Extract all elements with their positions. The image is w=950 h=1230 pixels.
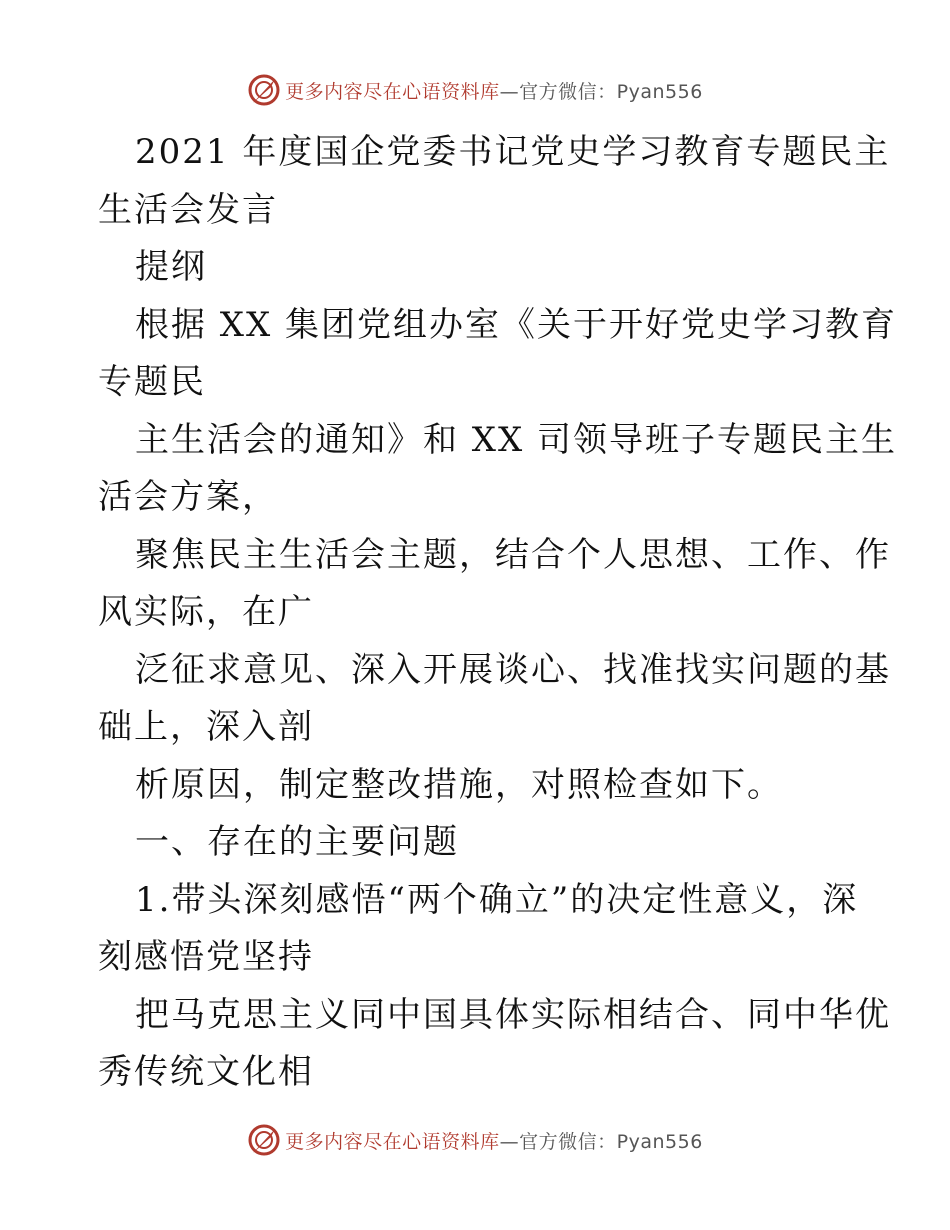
text-line: 析原因，制定整改措施，对照检查如下。 — [135, 764, 783, 805]
text-line: 础上，深入剖 — [98, 707, 314, 747]
text-line: 专题民 — [98, 362, 206, 402]
document-body — [98, 124, 898, 1102]
text-line: 活会方案， — [98, 477, 278, 517]
text-line: 主生活会的通知》和 XX 司领导班子专题民主生 — [135, 419, 898, 460]
text-line: 生活会发言 — [98, 189, 278, 230]
text-line: 把马克思主义同中国具体实际相结合、同中华优 — [135, 994, 891, 1035]
watermark-text-gray: —官方微信：Pyan556 — [499, 80, 703, 103]
watermark-text-red: 更多内容尽在心语资料库 — [285, 80, 500, 103]
watermark-text — [285, 77, 703, 104]
quill-logo-icon — [247, 1123, 281, 1157]
text-line: 泛征求意见、深入开展谈心、找准找实问题的基 — [135, 649, 891, 690]
quill-logo-icon — [247, 73, 281, 107]
watermark-banner-bottom — [0, 1120, 950, 1160]
text-line: 1.带头深刻感悟“两个确立”的决定性意义，深 — [135, 879, 859, 920]
text-line: 秀传统文化相 — [98, 1052, 314, 1092]
text-line: 聚焦民主生活会主题，结合个人思想、工作、作 — [135, 534, 891, 575]
text-line: 刻感悟党坚持 — [98, 937, 314, 977]
watermark-text-red: 更多内容尽在心语资料库 — [285, 1130, 500, 1153]
text-line: 根据 XX 集团党组办室《关于开好党史学习教育 — [135, 304, 898, 345]
text-line: 一、存在的主要问题 — [135, 822, 459, 862]
text-line: 提纲 — [135, 247, 207, 287]
text-line: 2021 年度国企党委书记党史学习教育专题民主 — [135, 132, 891, 172]
watermark-banner-top — [0, 70, 950, 110]
text-line: 风实际，在广 — [98, 592, 314, 632]
watermark-text-gray: —官方微信：Pyan556 — [499, 1130, 703, 1153]
watermark-text — [285, 1127, 703, 1154]
